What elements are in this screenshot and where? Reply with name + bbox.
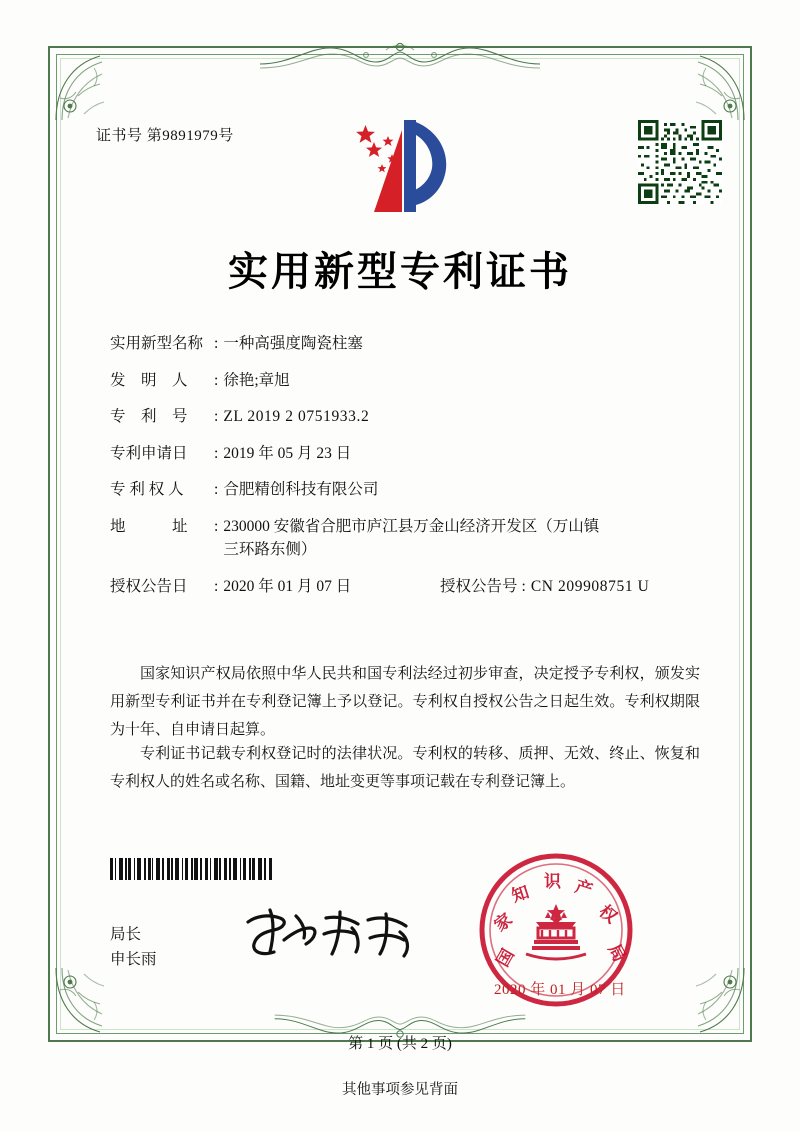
field-colon: : (214, 444, 219, 462)
footnote: 其他事项参见背面 (342, 1082, 458, 1098)
field-invention-name (110, 336, 710, 352)
svg-text:知: 知 (509, 882, 532, 907)
field-publication (110, 579, 710, 595)
field-value: 徐艳;章旭 (223, 371, 290, 389)
field-colon: : (214, 335, 219, 352)
field-value: ZL 2019 2 0751933.2 (223, 408, 370, 425)
corner-ornament-icon (50, 48, 128, 126)
publication-number-label: 授权公告号 (440, 577, 518, 595)
field-address (110, 519, 710, 558)
field-label: 实用新型名称 (110, 335, 204, 352)
field-application-date (110, 446, 710, 462)
svg-text:局: 局 (603, 940, 630, 966)
director-name-label: 申长雨 (110, 951, 157, 968)
qr-code-icon (638, 120, 722, 204)
field-value-line2: 三环路东侧） (223, 541, 317, 558)
field-label: 发 明 人 (110, 371, 188, 389)
field-value: 2019 年 05 月 23 日 (223, 444, 352, 462)
svg-text:识: 识 (544, 872, 561, 892)
field-label: 专 利 号 (110, 408, 188, 425)
field-list (110, 336, 710, 615)
field-colon: : (214, 481, 219, 498)
paragraph-register: 专利证书记载专利权登记时的法律状况。专利权的转移、质押、无效、终止、恢复和专利权人的姓名或名称、国籍、地址变更等事项记载在专利登记簿上。 (110, 746, 700, 790)
director-title-label: 局长 (110, 926, 142, 943)
top-center-ornament-icon (260, 38, 540, 76)
field-patent-number (110, 409, 710, 425)
cnipa-logo-icon (352, 114, 458, 218)
barcode-icon (110, 858, 325, 880)
publication-date-value: 2020 年 01 月 07 日 (223, 577, 352, 595)
corner-ornament-icon (50, 962, 128, 1040)
director-signature-block (110, 922, 157, 972)
seal-date: 2020 年 01 月 07 日 (494, 982, 626, 998)
corner-ornament-icon (672, 48, 750, 126)
field-label: 地 址 (110, 517, 188, 535)
field-inventor (110, 373, 710, 389)
field-value: 合肥精创科技有限公司 (223, 481, 379, 498)
field-value: 一种高强度陶瓷柱塞 (223, 335, 363, 352)
field-label: 专利申请日 (110, 444, 188, 462)
publication-date-label: 授权公告日 (110, 577, 188, 595)
page-number: 第 1 页 (共 2 页) (348, 1036, 452, 1052)
handwritten-signature-icon (240, 902, 420, 966)
paragraph-grant: 国家知识产权局依照中华人民共和国专利法经过初步审查，决定授予专利权，颁发实用新型专利证书并在专利登记簿上予以登记。专利权自授权公告之日起生效。专利权期限为十年、自申请日起算。 (110, 666, 700, 738)
field-label: 专 利 权 人 (110, 481, 184, 498)
svg-text:国: 国 (493, 945, 519, 971)
certificate-number: 证书号 第9891979号 (96, 128, 234, 144)
field-value (223, 519, 710, 558)
field-patentee (110, 482, 710, 498)
field-colon: : (214, 371, 219, 389)
svg-text:家: 家 (490, 909, 517, 936)
svg-text:权: 权 (594, 901, 621, 928)
field-value-line1: 230000 安徽省合肥市庐江县万金山经济开发区（万山镇 (223, 517, 600, 535)
field-colon: : (214, 517, 219, 535)
page-title: 实用新型专利证书 (228, 249, 572, 295)
svg-text:产: 产 (572, 876, 595, 902)
corner-ornament-icon (672, 962, 750, 1040)
publication-number-value: CN 209908751 U (530, 577, 650, 595)
field-colon: : (214, 577, 219, 595)
field-colon: : (214, 408, 219, 425)
field-colon: : (521, 577, 526, 595)
